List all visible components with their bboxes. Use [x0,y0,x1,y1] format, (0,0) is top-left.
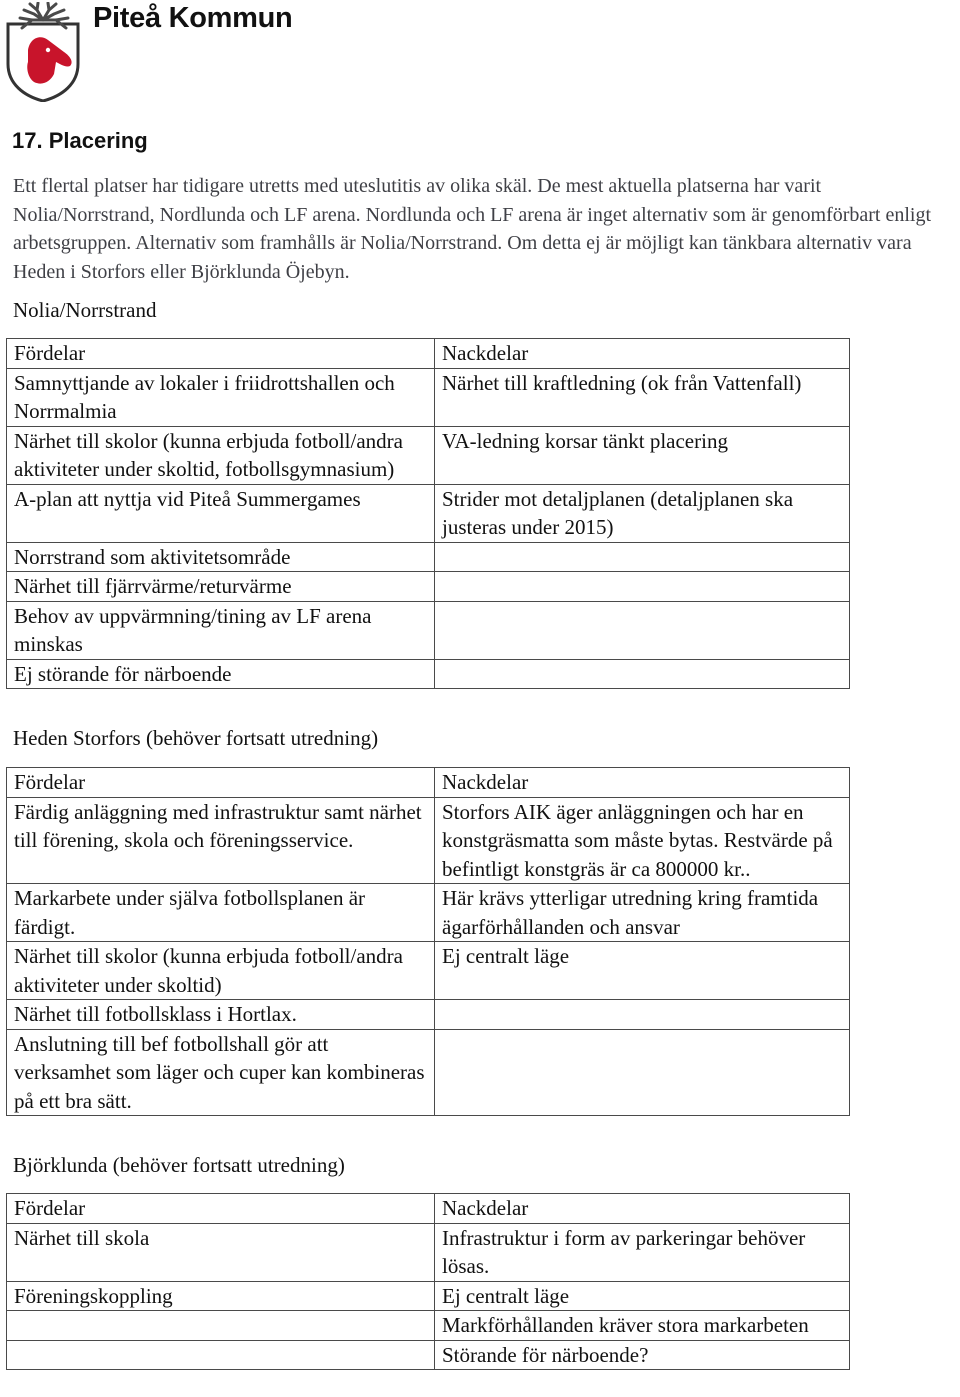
cons-cell: Storfors AIK äger anläggningen och har en konstgräsmatta som måste bytas. Restvärde på befintligt konstgräs är ca 800000 kr.. [435,797,850,884]
cons-cell: Infrastruktur i form av parkeringar behöver lösas. [435,1223,850,1281]
table-row [7,1340,850,1370]
cons-cell [435,1029,850,1116]
cons-cell [435,659,850,689]
pros-cell: Markarbete under själva fotbollsplanen är färdigt. [7,884,435,942]
nolia-table [6,338,850,689]
cons-header: Nackdelar [435,339,850,369]
cons-cell: Markförhållanden kräver stora markarbeten [435,1311,850,1341]
table-row [7,542,850,572]
cons-cell: Ej centralt läge [435,942,850,1000]
pros-cell [7,1311,435,1341]
pros-cell: Närhet till skolor (kunna erbjuda fotboll/andra aktiviteter under skoltid, fotbollsgymnasium) [7,426,435,484]
table-row [7,1311,850,1341]
pros-cell: Anslutning till bef fotbollshall gör att verksamhet som läger och cuper kan kombineras på ett bra sätt. [7,1029,435,1116]
pros-cell: Närhet till skolor (kunna erbjuda fotboll/andra aktiviteter under skoltid) [7,942,435,1000]
cons-header: Nackdelar [435,1194,850,1224]
table-header-row [7,1194,850,1224]
cons-cell: Strider mot detaljplanen (detaljplanen ska justeras under 2015) [435,484,850,542]
pros-cell: Närhet till fotbollsklass i Hortlax. [7,1000,435,1030]
table-row [7,426,850,484]
page-header [2,0,942,104]
table-row [7,1029,850,1116]
reindeer-crest-icon [4,2,82,102]
cons-cell [435,572,850,602]
table-row [7,368,850,426]
pros-cell: Samnyttjande av lokaler i friidrottshallen och Norrmalmia [7,368,435,426]
cons-header: Nackdelar [435,768,850,798]
table-row [7,572,850,602]
table-row [7,1223,850,1281]
section-title: 17. Placering [12,128,148,153]
pros-cell: Föreningskoppling [7,1281,435,1311]
cons-cell: Närhet till kraftledning (ok från Vattenfall) [435,368,850,426]
table-row [7,942,850,1000]
pros-cell: Behov av uppvärmning/tining av LF arena minskas [7,601,435,659]
table-row [7,1000,850,1030]
cons-cell: Ej centralt läge [435,1281,850,1311]
table-row [7,659,850,689]
pros-cell: Färdig anläggning med infrastruktur samt närhet till förening, skola och föreningsservice. [7,797,435,884]
table-header-row [7,339,850,369]
table-header-row [7,768,850,798]
bjorklunda-table [6,1193,850,1370]
intro-paragraph: Ett flertal platser har tidigare utretts med uteslutitis av olika skäl. De mest aktuella platserna har varit Nolia/Norrstrand, Nordlunda och LF arena. Nordlunda och LF arena är inget alternativ som är genomförbart enligt arbetsgruppen. Alternativ som framhålls är Nolia/Norrstrand. Om detta ej är möjligt kan tänkbara alternativ vara Heden i Storfors eller Björklunda Öjebyn. [13,175,932,283]
heden-table [6,767,850,1116]
pros-header: Fördelar [7,339,435,369]
pros-cell: A-plan att nyttja vid Piteå Summergames [7,484,435,542]
cons-cell [435,1000,850,1030]
cons-cell: Här krävs ytterligar utredning kring framtida ägarförhållanden och ansvar [435,884,850,942]
cons-cell [435,601,850,659]
table-row [7,601,850,659]
heden-heading: Heden Storfors (behöver fortsatt utredning) [13,726,379,750]
pros-cell [7,1340,435,1370]
cons-cell [435,542,850,572]
pros-header: Fördelar [7,768,435,798]
nolia-heading: Nolia/Norrstrand [13,298,157,322]
table-row [7,797,850,884]
pros-cell: Ej störande för närboende [7,659,435,689]
pros-header: Fördelar [7,1194,435,1224]
bjorklunda-heading: Björklunda (behöver fortsatt utredning) [13,1153,345,1177]
brand-name: Piteå Kommun [93,2,293,34]
cons-cell: Störande för närboende? [435,1340,850,1370]
pros-cell: Närhet till skola [7,1223,435,1281]
pros-cell: Norrstrand som aktivitetsområde [7,542,435,572]
pros-cell: Närhet till fjärrvärme/returvärme [7,572,435,602]
table-row [7,884,850,942]
cons-cell: VA-ledning korsar tänkt placering [435,426,850,484]
table-row [7,1281,850,1311]
table-row [7,484,850,542]
